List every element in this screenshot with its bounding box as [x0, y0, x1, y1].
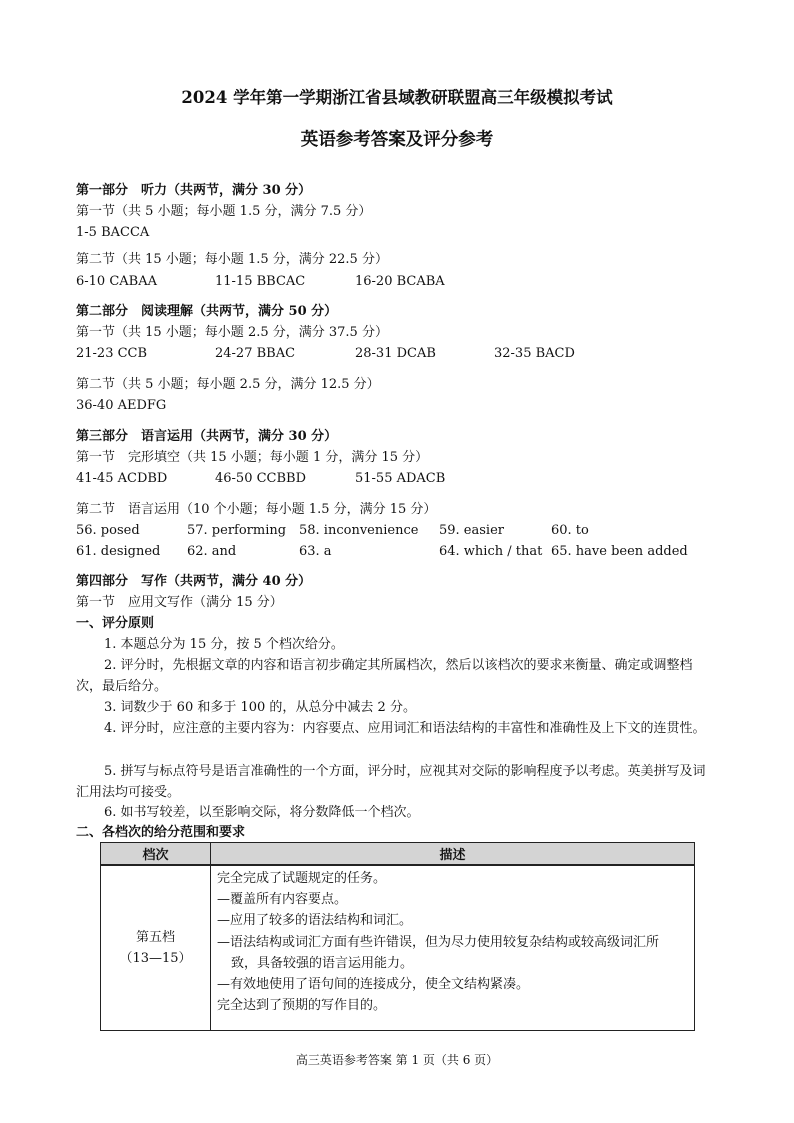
answer-group: 36-40 AEDFG: [76, 398, 167, 413]
part4-sec1-heading: 第一节 应用文写作（满分 15 分）: [76, 595, 283, 610]
answer-group: 21-23 CCB: [76, 346, 148, 361]
answer-group: 41-45 ACDBD: [76, 471, 168, 486]
description-line: —应用了较多的语法结构和词汇。: [217, 913, 413, 929]
description-line: 致，具备较强的语言运用能力。: [231, 955, 414, 971]
answer-group: 32-35 BACD: [494, 346, 575, 361]
description-line: 完全完成了试题规定的任务。: [217, 871, 387, 886]
answer-group: 11-15 BBCAC: [215, 274, 306, 289]
description-line: —有效地使用了语句间的连接成分，使全文结构紧凑。: [217, 977, 530, 993]
answer-item: 57. performing: [187, 523, 287, 538]
description-line: 完全达到了预期的写作目的。: [217, 998, 387, 1014]
answer-item: 63. a: [299, 544, 332, 559]
part2-sec2-heading: 第二节（共 5 小题；每小题 2.5 分，满分 12.5 分）: [76, 377, 380, 392]
part3-heading: 第三部分 语言运用（共两节，满分 30 分）: [76, 429, 338, 444]
principle-item: 1. 本题总分为 15 分，按 5 个档次给分。: [104, 637, 344, 652]
answer-item: 56. posed: [76, 523, 140, 538]
answer-item: 59. easier: [439, 523, 504, 538]
level-cell: [101, 865, 211, 1031]
description-line: —语法结构或词汇方面有些许错误，但为尽力使用较复杂结构或较高级词汇所: [217, 934, 660, 950]
answer-item: 65. have been added: [551, 544, 688, 559]
answer-group: 46-50 CCBBD: [215, 471, 307, 486]
part3-sec2-heading: 第二节 语言运用（10 个小题；每小题 1.5 分，满分 15 分）: [76, 502, 437, 517]
page-footer: 高三英语参考答案 第 1 页（共 6 页）: [295, 1053, 499, 1067]
column-header-level: 档次: [101, 843, 211, 866]
answer-group: 51-55 ADACB: [355, 471, 446, 486]
answer-group: 1-5 BACCA: [76, 225, 150, 240]
table-row: [101, 865, 695, 1031]
answer-item: 62. and: [187, 544, 237, 559]
column-header-description: 描述: [211, 843, 695, 866]
part1-sec1-heading: 第一节（共 5 小题；每小题 1.5 分，满分 7.5 分）: [76, 204, 372, 219]
principle-item: 5. 拼写与标点符号是语言准确性的一个方面，评分时，应视其对交际的影响程度予以考虑。英美拼写及词汇用法均可接受。: [76, 764, 706, 800]
answer-item: 61. designed: [76, 544, 161, 559]
principle-item: 4. 评分时，应注意的主要内容为：内容要点、应用词汇和语法结构的丰富性和准确性及上下文的连贯性。: [104, 721, 706, 736]
level-range: （13—15）: [119, 951, 192, 966]
answer-item: 60. to: [551, 523, 589, 538]
description-cell: [211, 865, 695, 1031]
answer-group: 28-31 DCAB: [355, 346, 436, 361]
document-title: 英语参考答案及评分参考: [300, 130, 494, 150]
grading-table: [100, 842, 695, 1031]
answer-item: 58. inconvenience: [299, 523, 419, 538]
answer-group: 16-20 BCABA: [355, 274, 445, 289]
answer-group: 24-27 BBAC: [215, 346, 296, 361]
ranges-heading: 二、各档次的给分范围和要求: [76, 825, 246, 840]
principle-item: 2. 评分时，先根据文章的内容和语言初步确定其所属档次，然后以该档次的要求来衡量、确定或调整档次，最后给分。: [76, 658, 693, 694]
part1-sec2-heading: 第二节（共 15 小题；每小题 1.5 分，满分 22.5 分）: [76, 252, 388, 267]
description-line: —覆盖所有内容要点。: [217, 892, 348, 908]
principle-item: 3. 词数少于 60 和多于 100 的，从总分中减去 2 分。: [104, 700, 416, 715]
answer-item: 64. which / that: [439, 544, 543, 559]
exam-title: 2024 学年第一学期浙江省县域教研联盟高三年级模拟考试: [181, 88, 613, 107]
level-name: 第五档: [135, 930, 175, 945]
part4-heading: 第四部分 写作（共两节，满分 40 分）: [76, 574, 312, 589]
answer-group: 6-10 CABAA: [76, 274, 158, 289]
part1-heading: 第一部分 听力（共两节，满分 30 分）: [76, 183, 312, 198]
part2-sec1-heading: 第一节（共 15 小题；每小题 2.5 分，满分 37.5 分）: [76, 325, 388, 340]
part2-heading: 第二部分 阅读理解（共两节，满分 50 分）: [76, 304, 338, 319]
principle-item: 6. 如书写较差，以至影响交际，将分数降低一个档次。: [104, 805, 420, 820]
part3-sec1-heading: 第一节 完形填空（共 15 小题；每小题 1 分，满分 15 分）: [76, 450, 429, 465]
principles-heading: 一、评分原则: [76, 616, 155, 631]
